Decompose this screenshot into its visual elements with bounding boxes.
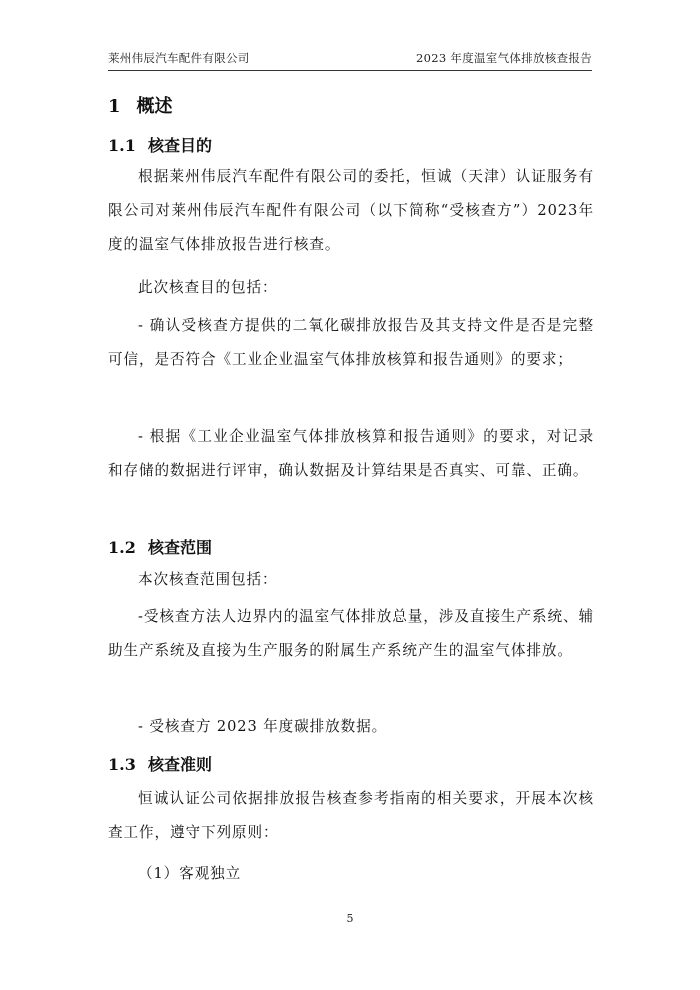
header-report-title: 2023 年度温室气体排放核查报告 xyxy=(415,51,592,65)
section-1-2-heading xyxy=(108,535,212,558)
page-number: 5 xyxy=(346,912,354,925)
header-company: 莱州伟辰汽车配件有限公司 xyxy=(108,51,250,65)
section-1-number: 1 xyxy=(108,96,121,117)
section-1-1-number: 1.1 xyxy=(108,136,136,155)
section-1-1-heading xyxy=(108,133,212,156)
header-divider xyxy=(108,70,592,71)
page-header xyxy=(108,50,592,68)
section-1-3-paragraph-1: 恒诚认证公司依据排放报告核查参考指南的相关要求，开展本次核查工作，遵守下列原则： xyxy=(108,790,594,841)
section-1-1-paragraph-4: - 根据《工业企业温室气体排放核算和报告通则》的要求，对记录和存储的数据进行评审，确认数据及计算结果是否真实、可靠、正确。 xyxy=(108,428,594,479)
section-1-3-title: 核查准则 xyxy=(148,755,213,774)
section-1-3-number: 1.3 xyxy=(108,755,136,774)
section-1-2-paragraph-3: - 受核查方 2023 年度碳排放数据。 xyxy=(138,718,388,735)
section-1-2-number: 1.2 xyxy=(108,538,136,557)
section-1-1-paragraph-1: 根据莱州伟辰汽车配件有限公司的委托，恒诚（天津）认证服务有限公司对莱州伟辰汽车配件有限公司（以下简称“受核查方”）2023年度的温室气体排放报告进行核查。 xyxy=(108,168,594,253)
section-1-1-paragraph-2: 此次核查目的包括： xyxy=(138,279,278,296)
section-1-3-heading xyxy=(108,752,212,775)
section-1-2-paragraph-2: -受核查方法人边界内的温室气体排放总量，涉及直接生产系统、辅助生产系统及直接为生产服务的附属生产系统产生的温室气体排放。 xyxy=(108,608,594,659)
section-1-2-title: 核查范围 xyxy=(148,538,213,557)
section-1-1-title: 核查目的 xyxy=(148,136,213,155)
section-1-2-paragraph-1: 本次核查范围包括： xyxy=(138,571,278,588)
section-1-title: 概述 xyxy=(136,96,173,117)
section-1-3-paragraph-2: （1）客观独立 xyxy=(138,865,242,882)
section-1-1-paragraph-3: - 确认受核查方提供的二氧化碳排放报告及其支持文件是否是完整可信，是否符合《工业企业温室气体排放核算和报告通则》的要求； xyxy=(108,317,594,368)
section-1-heading xyxy=(108,92,173,118)
